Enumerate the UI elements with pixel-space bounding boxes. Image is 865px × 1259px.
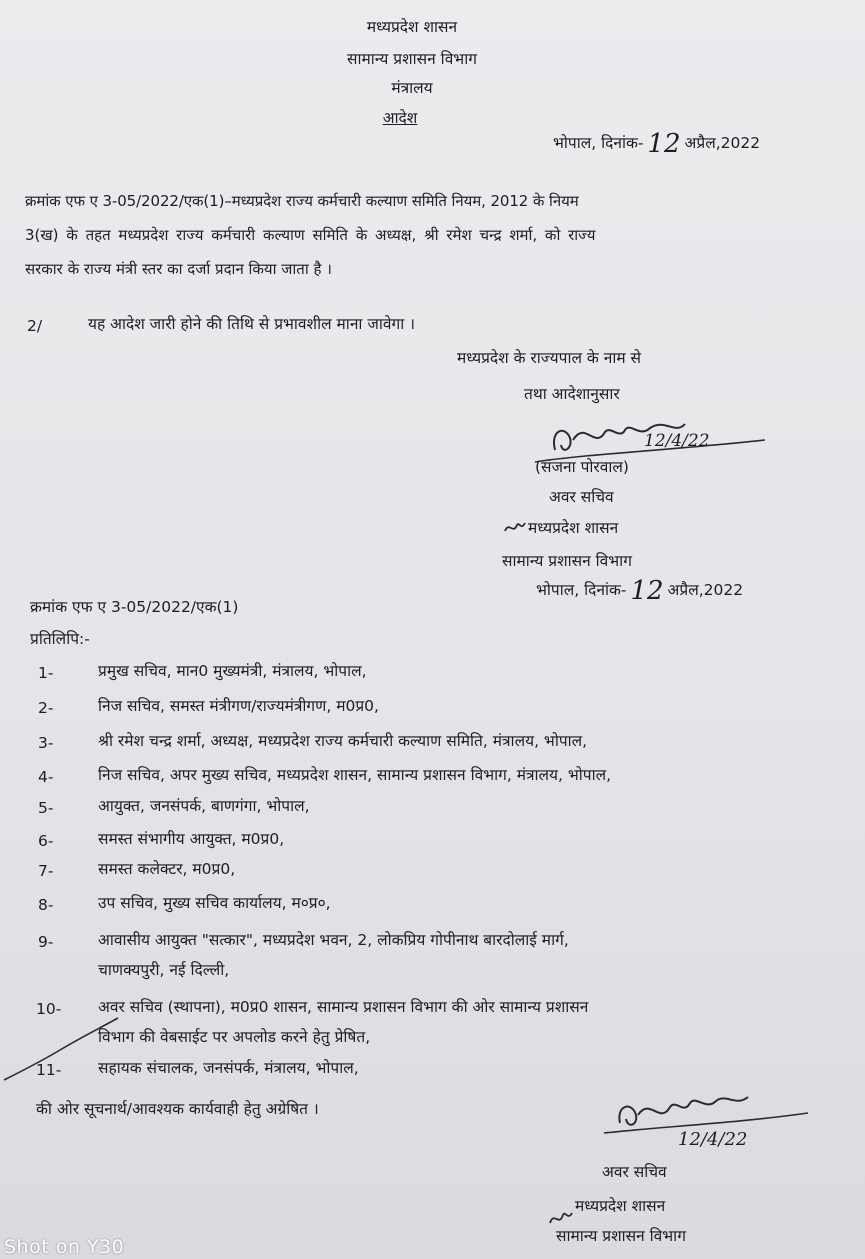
copy-item-text: समस्त कलेक्टर, म0प्र0, <box>98 860 236 878</box>
header-department: सामान्य प्रशासन विभाग <box>347 50 477 68</box>
header-government: मध्यप्रदेश शासन <box>366 18 458 36</box>
copy-date-prefix: भोपाल, दिनांक- <box>536 581 627 599</box>
copy-item-text: आवासीय आयुक्त "सत्कार", मध्यप्रदेश भवन, 2, लोकप्रिय गोपीनाथ बारदोलाई मार्ग, <box>98 931 569 949</box>
copy-heading: प्रतिलिपि:- <box>30 630 90 648</box>
copy-item-text: सहायक संचालक, जनसंपर्क, मंत्रालय, भोपाल, <box>98 1059 359 1077</box>
signatory-name: (संजना पोरवाल) <box>535 458 629 476</box>
copy-item-text-continued: विभाग की वेबसाईट पर अपलोड करने हेतु प्रेषित, <box>98 1028 371 1046</box>
copy-item-number: 10- <box>36 1000 62 1018</box>
copy-item-text: श्री रमेश चन्द्र शर्मा, अध्यक्ष, मध्यप्रदेश राज्य कर्मचारी कल्याण समिति, मंत्रालय, भोपाल, <box>98 732 588 750</box>
signature-1-date: 12/4/22 <box>644 431 710 451</box>
authority-dept-1: मध्यप्रदेश शासन <box>528 519 619 537</box>
closing-forwarding-line: की ओर सूचनार्थ/आवश्यक कार्यवाही हेतु अग्रेषित । <box>36 1100 319 1118</box>
copy-item-number: 7- <box>38 862 54 880</box>
copy-item-text: निज सचिव, समस्त मंत्रीगण/राज्यमंत्रीगण, म0प्र0, <box>98 697 379 715</box>
by-order-line: तथा आदेशानुसार <box>524 385 620 403</box>
copy-item-number: 11- <box>36 1061 62 1079</box>
date-suffix: अप्रैल,2022 <box>684 134 761 152</box>
date-day-handwritten: 12 <box>647 129 681 159</box>
copy-item-text: अवर सचिव (स्थापना), म0प्र0 शासन, सामान्य प्रशासन विभाग की ओर सामान्य प्रशासन <box>98 998 589 1016</box>
governor-name-line: मध्यप्रदेश के राज्यपाल के नाम से <box>457 349 642 367</box>
copy-date <box>536 576 744 606</box>
order-para-line-1: क्रमांक एफ ए 3-05/2022/एक(1)–मध्यप्रदेश राज्य कर्मचारी कल्याण समिति नियम, 2012 के नियम <box>25 192 579 210</box>
copy-item-text: आयुक्त, जनसंपर्क, बाणगंगा, भोपाल, <box>98 797 310 815</box>
initials-mark-icon <box>503 517 527 539</box>
footer-designation: अवर सचिव <box>602 1163 667 1181</box>
authority-dept-2: सामान्य प्रशासन विभाग <box>502 552 632 570</box>
copy-item-number: 1- <box>38 664 54 682</box>
footer-dept-2: सामान्य प्रशासन विभाग <box>556 1227 686 1245</box>
signature-2-date: 12/4/22 <box>678 1129 748 1150</box>
para-2-text: यह आदेश जारी होने की तिथि से प्रभावशील माना जावेगा । <box>88 315 416 333</box>
copy-item-text: निज सचिव, अपर मुख्य सचिव, मध्यप्रदेश शासन, सामान्य प्रशासन विभाग, मंत्रालय, भोपाल, <box>98 766 612 784</box>
designation-under-secretary: अवर सचिव <box>549 488 614 506</box>
copy-item-number: 2- <box>38 699 54 717</box>
copy-item-number: 6- <box>38 832 54 850</box>
tick-mark-icon <box>0 1010 120 1085</box>
copy-item-text: समस्त संभागीय आयुक्त, म0प्र0, <box>98 830 285 848</box>
copy-item-number: 8- <box>38 896 54 914</box>
order-para-line-3: सरकार के राज्य मंत्री स्तर का दर्जा प्रदान किया जाता है । <box>25 260 332 278</box>
header-ministry: मंत्रालय <box>391 79 433 97</box>
copy-item-number: 9- <box>38 933 54 951</box>
copy-item-number: 5- <box>38 799 54 817</box>
copy-order-number: क्रमांक एफ ए 3-05/2022/एक(1) <box>30 598 239 616</box>
copy-date-day-handwritten: 12 <box>630 576 664 606</box>
order-date <box>553 129 761 159</box>
footer-dept-1: मध्यप्रदेश शासन <box>575 1197 666 1215</box>
copy-item-number: 3- <box>38 734 54 752</box>
copy-item-text: उप सचिव, मुख्य सचिव कार्यालय, म०प्र०, <box>98 894 331 912</box>
copy-date-suffix: अप्रैल,2022 <box>667 581 744 599</box>
copy-item-number: 4- <box>38 768 54 786</box>
date-prefix: भोपाल, दिनांक- <box>553 134 644 152</box>
para-2-number: 2/ <box>27 317 43 335</box>
header-order-title: आदेश <box>382 109 418 127</box>
camera-watermark: Shot on Y30 <box>4 1236 125 1258</box>
copy-item-text-continued: चाणक्यपुरी, नई दिल्ली, <box>98 961 230 979</box>
copy-item-text: प्रमुख सचिव, मान0 मुख्यमंत्री, मंत्रालय, भोपाल, <box>98 662 367 680</box>
order-para-line-2: 3(ख) के तहत मध्यप्रदेश राज्य कर्मचारी कल्याण समिति के अध्यक्ष, श्री रमेश चन्द्र शर्मा, को राज्य <box>25 226 596 244</box>
